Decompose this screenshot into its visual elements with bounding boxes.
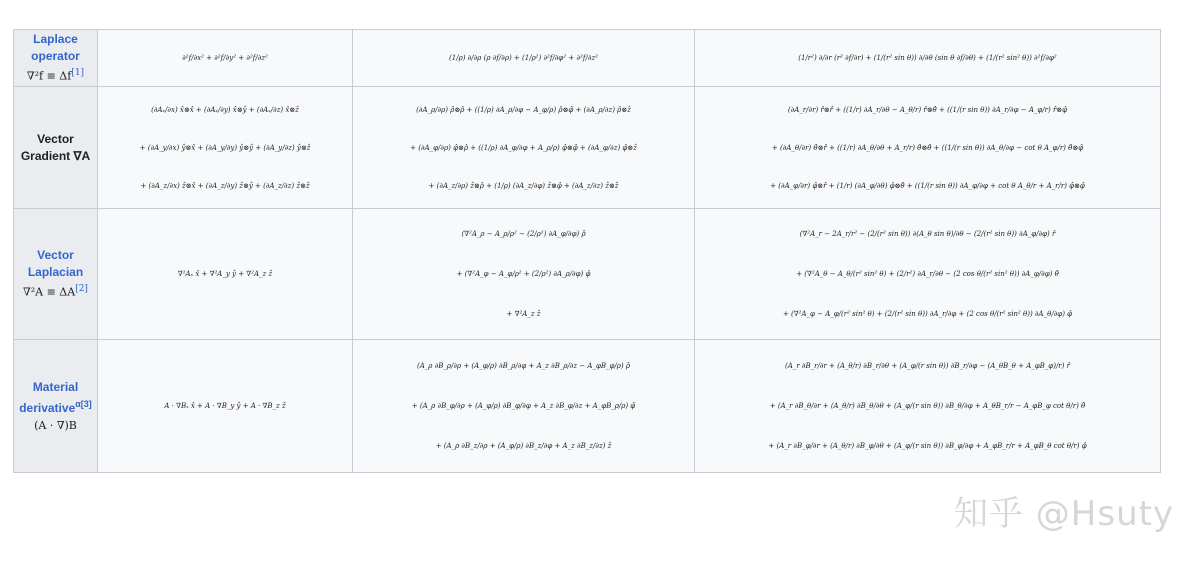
formula-line: (1/ρ) ∂/∂ρ (ρ ∂f/∂ρ) + (1/ρ²) ∂²f/∂φ² + ∂²f/∂z²: [449, 54, 598, 62]
laplace-spherical-formula: [695, 30, 1161, 87]
laplace-title-line-2: operator: [31, 49, 80, 64]
material-derivative-ref-link[interactable]: α[3]: [75, 398, 92, 409]
vector-laplacian-cylindrical-formula: [353, 209, 695, 340]
vector-laplacian-notation: [14, 281, 97, 301]
row-header-vector-gradient: [14, 87, 98, 209]
formula-line: A · ∇Bₓ x̂ + A · ∇B_y ŷ + A · ∇B_z ẑ: [164, 402, 286, 410]
formula-line: + (A_r ∂B_θ/∂r + (A_θ/r) ∂B_θ/∂θ + (A_φ/(r sin θ)) ∂B_θ/∂φ + A_θB_r/r − A_φB_φ cot θ/r) θ̂: [769, 402, 1086, 410]
vector-gradient-cylindrical-formula: [353, 87, 695, 209]
laplace-notation-text: ∇²f ≡ Δf: [26, 69, 72, 83]
vector-laplacian-spherical-formula: [695, 209, 1161, 340]
material-derivative-notation-text: (A · ∇)B: [34, 418, 77, 432]
table-row-material-derivative: [14, 340, 1161, 473]
formula-line: (∂A_r/∂r) r̂⊗r̂ + ((1/r) ∂A_r/∂θ − A_θ/r) r̂⊗θ̂ + ((1/(r sin θ)) ∂A_r/∂φ − A_φ/r) r̂⊗φ̂: [787, 105, 1068, 114]
material-derivative-spherical-formula: [695, 340, 1161, 473]
formula-line: + (∇²A_φ − A_φ/(r² sin² θ) + (2/(r² sin θ)) ∂A_r/∂φ + (2 cos θ/(r² sin² θ)) ∂A_θ/∂φ) φ̂: [782, 310, 1073, 318]
laplace-cartesian-formula: [98, 30, 353, 87]
vector-gradient-title-line-2: Gradient ∇A: [20, 148, 91, 163]
laplace-ref-link[interactable]: [1]: [71, 68, 85, 79]
vector-gradient-title-line-1: Vector: [37, 131, 74, 146]
vector-laplacian-title-line-2: Laplacian: [27, 265, 84, 280]
laplace-operator-link[interactable]: [14, 31, 97, 65]
formula-line: + (∂A_y/∂x) ŷ⊗x̂ + (∂A_y/∂y) ŷ⊗ŷ + (∂A_y/∂z) ŷ⊗ẑ: [139, 143, 311, 152]
laplace-notation: [14, 65, 97, 85]
formula-line: + (∂A_z/∂x) ẑ⊗x̂ + (∂A_z/∂y) ẑ⊗ŷ + (∂A_z/∂z) ẑ⊗ẑ: [140, 181, 310, 190]
table-row-laplace: [14, 30, 1161, 87]
zhihu-watermark: 知乎 @Hsuty: [954, 494, 1175, 534]
formula-line: + ∇²A_z ẑ: [506, 310, 541, 318]
material-derivative-title-line-2: derivative: [19, 400, 76, 415]
formula-line: + (A_ρ ∂B_z/∂ρ + (A_φ/ρ) ∂B_z/∂φ + A_z ∂B_z/∂z) ẑ: [435, 442, 612, 450]
material-derivative-cartesian-formula: [98, 340, 353, 473]
vector-laplacian-notation-text: ∇²A ≡ ΔA: [23, 285, 76, 299]
vector-laplacian-ref-link[interactable]: [2]: [75, 284, 88, 295]
formula-line: (A_r ∂B_r/∂r + (A_θ/r) ∂B_r/∂θ + (A_φ/(r sin θ)) ∂B_r/∂φ − (A_θB_θ + A_φB_φ)/r) r̂: [785, 362, 1070, 370]
vector-gradient-cartesian-formula: [98, 87, 353, 209]
formula-line: + (A_ρ ∂B_φ/∂ρ + (A_φ/ρ) ∂B_φ/∂φ + A_z ∂B_φ/∂z + A_φB_ρ/ρ) φ̂: [411, 402, 636, 410]
formula-line: (∂A_ρ/∂ρ) ρ̂⊗ρ̂ + ((1/ρ) ∂A_ρ/∂φ − A_φ/ρ) ρ̂⊗φ̂ + (∂A_ρ/∂z) ρ̂⊗ẑ: [416, 105, 631, 114]
formula-line: (∂Aₓ/∂x) x̂⊗x̂ + (∂Aₓ/∂y) x̂⊗ŷ + (∂Aₓ/∂z) x̂⊗ẑ: [151, 105, 299, 114]
formula-line: ∂²f/∂x² + ∂²f/∂y² + ∂²f/∂z²: [182, 54, 268, 62]
formula-line: + (A_r ∂B_φ/∂r + (A_θ/r) ∂B_φ/∂θ + (A_φ/(r sin θ)) ∂B_φ/∂φ + A_φB_r/r + A_φB_θ cot θ/r) φ̂: [768, 442, 1087, 450]
formula-line: + (∇²A_φ − A_φ/ρ² + (2/ρ²) ∂A_ρ/∂φ) φ̂: [456, 270, 591, 278]
row-header-laplace: [14, 30, 98, 87]
formula-line: + (∂A_φ/∂r) φ̂⊗r̂ + (1/r) (∂A_φ/∂θ) φ̂⊗θ̂ + ((1/(r sin θ)) ∂A_φ/∂φ + cot θ A_θ/r + A_r/r) φ̂⊗φ̂: [770, 181, 1085, 190]
formula-line: + (∂A_z/∂ρ) ẑ⊗ρ̂ + (1/ρ) (∂A_z/∂φ) ẑ⊗φ̂ + (∂A_z/∂z) ẑ⊗ẑ: [428, 181, 619, 190]
material-derivative-link[interactable]: [14, 379, 97, 417]
formula-line: (∇²A_ρ − A_ρ/ρ² − (2/ρ²) ∂A_φ/∂φ) ρ̂: [461, 230, 586, 238]
table-row-vector-laplacian: [14, 209, 1161, 340]
formula-line: (1/r²) ∂/∂r (r² ∂f/∂r) + (1/(r² sin θ)) ∂/∂θ (sin θ ∂f/∂θ) + (1/(r² sin² θ)) ∂²f/∂φ²: [798, 54, 1057, 62]
formula-line: (A_ρ ∂B_ρ/∂ρ + (A_φ/ρ) ∂B_ρ/∂φ + A_z ∂B_ρ/∂z − A_φB_φ/ρ) ρ̂: [417, 362, 630, 370]
formula-line: + (∂A_θ/∂r) θ̂⊗r̂ + ((1/r) ∂A_θ/∂θ + A_r/r) θ̂⊗θ̂ + ((1/(r sin θ)) ∂A_θ/∂φ − cot θ A_φ/r) θ̂⊗φ̂: [771, 143, 1084, 152]
formula-line: (∇²A_r − 2A_r/r² − (2/(r² sin θ)) ∂(A_θ sin θ)/∂θ − (2/(r² sin θ)) ∂A_φ/∂φ) r̂: [799, 230, 1056, 238]
laplace-cylindrical-formula: [353, 30, 695, 87]
vector-gradient-spherical-formula: [695, 87, 1161, 209]
table-row-vector-gradient: [14, 87, 1161, 209]
vector-calculus-table: [13, 29, 1161, 473]
vector-gradient-title: [14, 131, 97, 165]
formula-line: ∇²Aₓ x̂ + ∇²A_y ŷ + ∇²A_z ẑ: [177, 270, 273, 278]
row-header-vector-laplacian: [14, 209, 98, 340]
formula-line: + (∇²A_θ − A_θ/(r² sin² θ) + (2/r²) ∂A_r/∂θ − (2 cos θ/(r² sin² θ)) ∂A_φ/∂φ) θ̂: [796, 270, 1059, 278]
vector-laplacian-cartesian-formula: [98, 209, 353, 340]
material-derivative-cylindrical-formula: [353, 340, 695, 473]
vector-laplacian-title-line-1: Vector: [37, 248, 74, 263]
vector-laplacian-link[interactable]: [14, 247, 97, 281]
row-header-material-derivative: [14, 340, 98, 473]
material-derivative-notation: [14, 417, 97, 434]
laplace-title-line-1: Laplace: [33, 32, 78, 47]
material-derivative-title-line-1: Material: [32, 379, 79, 394]
formula-line: + (∂A_φ/∂ρ) φ̂⊗ρ̂ + ((1/ρ) ∂A_φ/∂φ + A_ρ/ρ) φ̂⊗φ̂ + (∂A_φ/∂z) φ̂⊗ẑ: [410, 143, 637, 152]
